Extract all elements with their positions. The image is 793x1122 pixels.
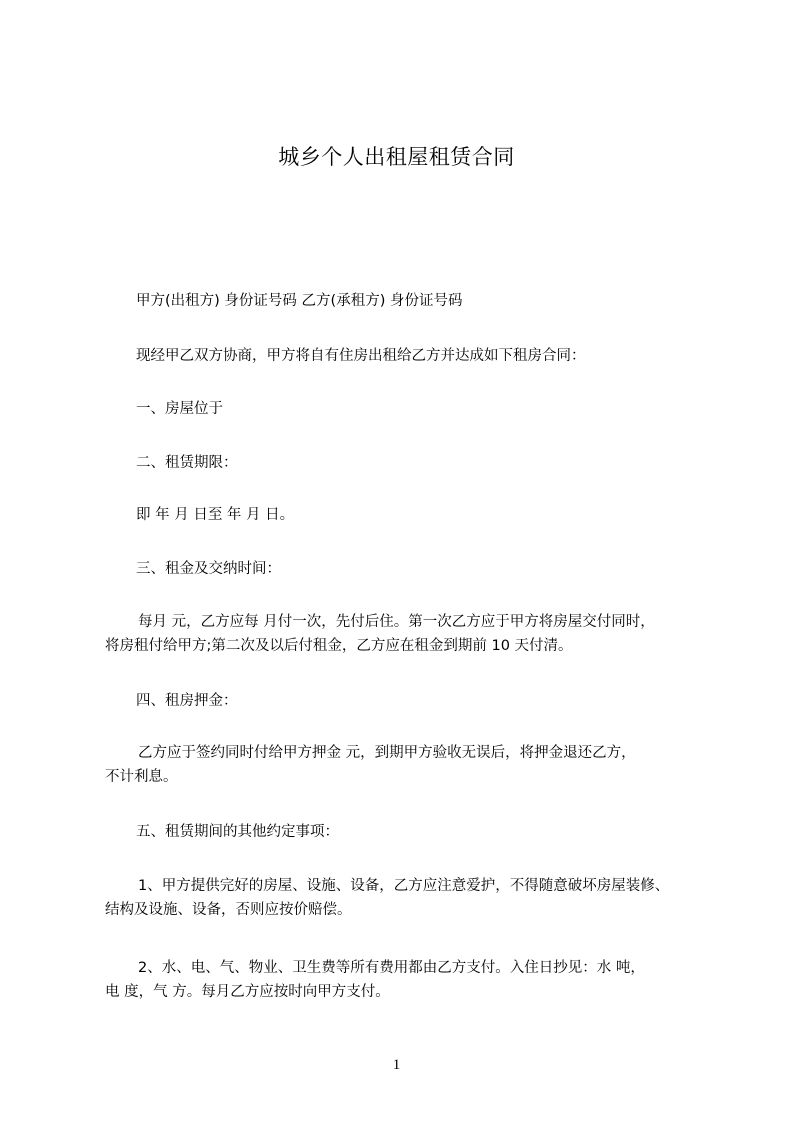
paragraph-line: 将房租付给甲方;第二次及以后付租金，乙方应在租金到期前 10 天付清。 (105, 638, 573, 654)
rent-payment-paragraph (105, 610, 655, 658)
paragraph-line: 三、租金及交纳时间： (136, 561, 281, 577)
document-title: 城乡个人出租屋租赁合同 (278, 145, 515, 169)
clause-2-paragraph (105, 956, 645, 1004)
paragraph-line: 四、租房押金： (136, 693, 238, 709)
paragraph-line: 五、租赁期间的其他约定事项： (136, 824, 339, 840)
deposit-paragraph (105, 741, 636, 789)
parties-line (136, 289, 462, 313)
section-4-heading (136, 689, 238, 713)
paragraph-line: 现经甲乙双方协商，甲方将自有住房出租给乙方并达成如下租房合同： (136, 348, 586, 364)
paragraph-line: 1、甲方提供完好的房屋、设施、设备，乙方应注意爱护，不得随意破坏房屋装修、 (138, 878, 670, 894)
paragraph-line: 二、租赁期限： (136, 455, 238, 471)
paragraph-line: 2、水、电、气、物业、卫生费等所有费用都由乙方支付。入住日抄见：水 吨， (138, 960, 645, 976)
lease-term-line (136, 503, 294, 527)
section-1-heading (136, 397, 223, 421)
section-2-heading (136, 451, 238, 475)
paragraph-line: 即 年 月 日至 年 月 日。 (136, 507, 295, 523)
clause-1-paragraph (105, 874, 669, 922)
paragraph-line: 电 度，气 方。每月乙方应按时向甲方支付。 (105, 984, 390, 1000)
paragraph-line: 每月 元，乙方应每 月付一次，先付后住。第一次乙方应于甲方将房屋交付同时， (138, 614, 655, 630)
paragraph-line: 不计利息。 (105, 769, 178, 785)
paragraph-line: 结构及设施、设备，否则应按价赔偿。 (105, 902, 352, 918)
agreement-intro (136, 344, 586, 368)
paragraph-line: 乙方应于签约同时付给甲方押金 元，到期甲方验收无误后，将押金退还乙方， (138, 745, 636, 761)
section-3-heading (136, 557, 281, 581)
page-number: 1 (392, 1057, 401, 1073)
section-5-heading (136, 820, 339, 844)
paragraph-line: 甲方(出租方) 身份证号码 乙方(承租方) 身份证号码 (136, 293, 463, 309)
paragraph-line: 一、房屋位于 (136, 401, 223, 417)
